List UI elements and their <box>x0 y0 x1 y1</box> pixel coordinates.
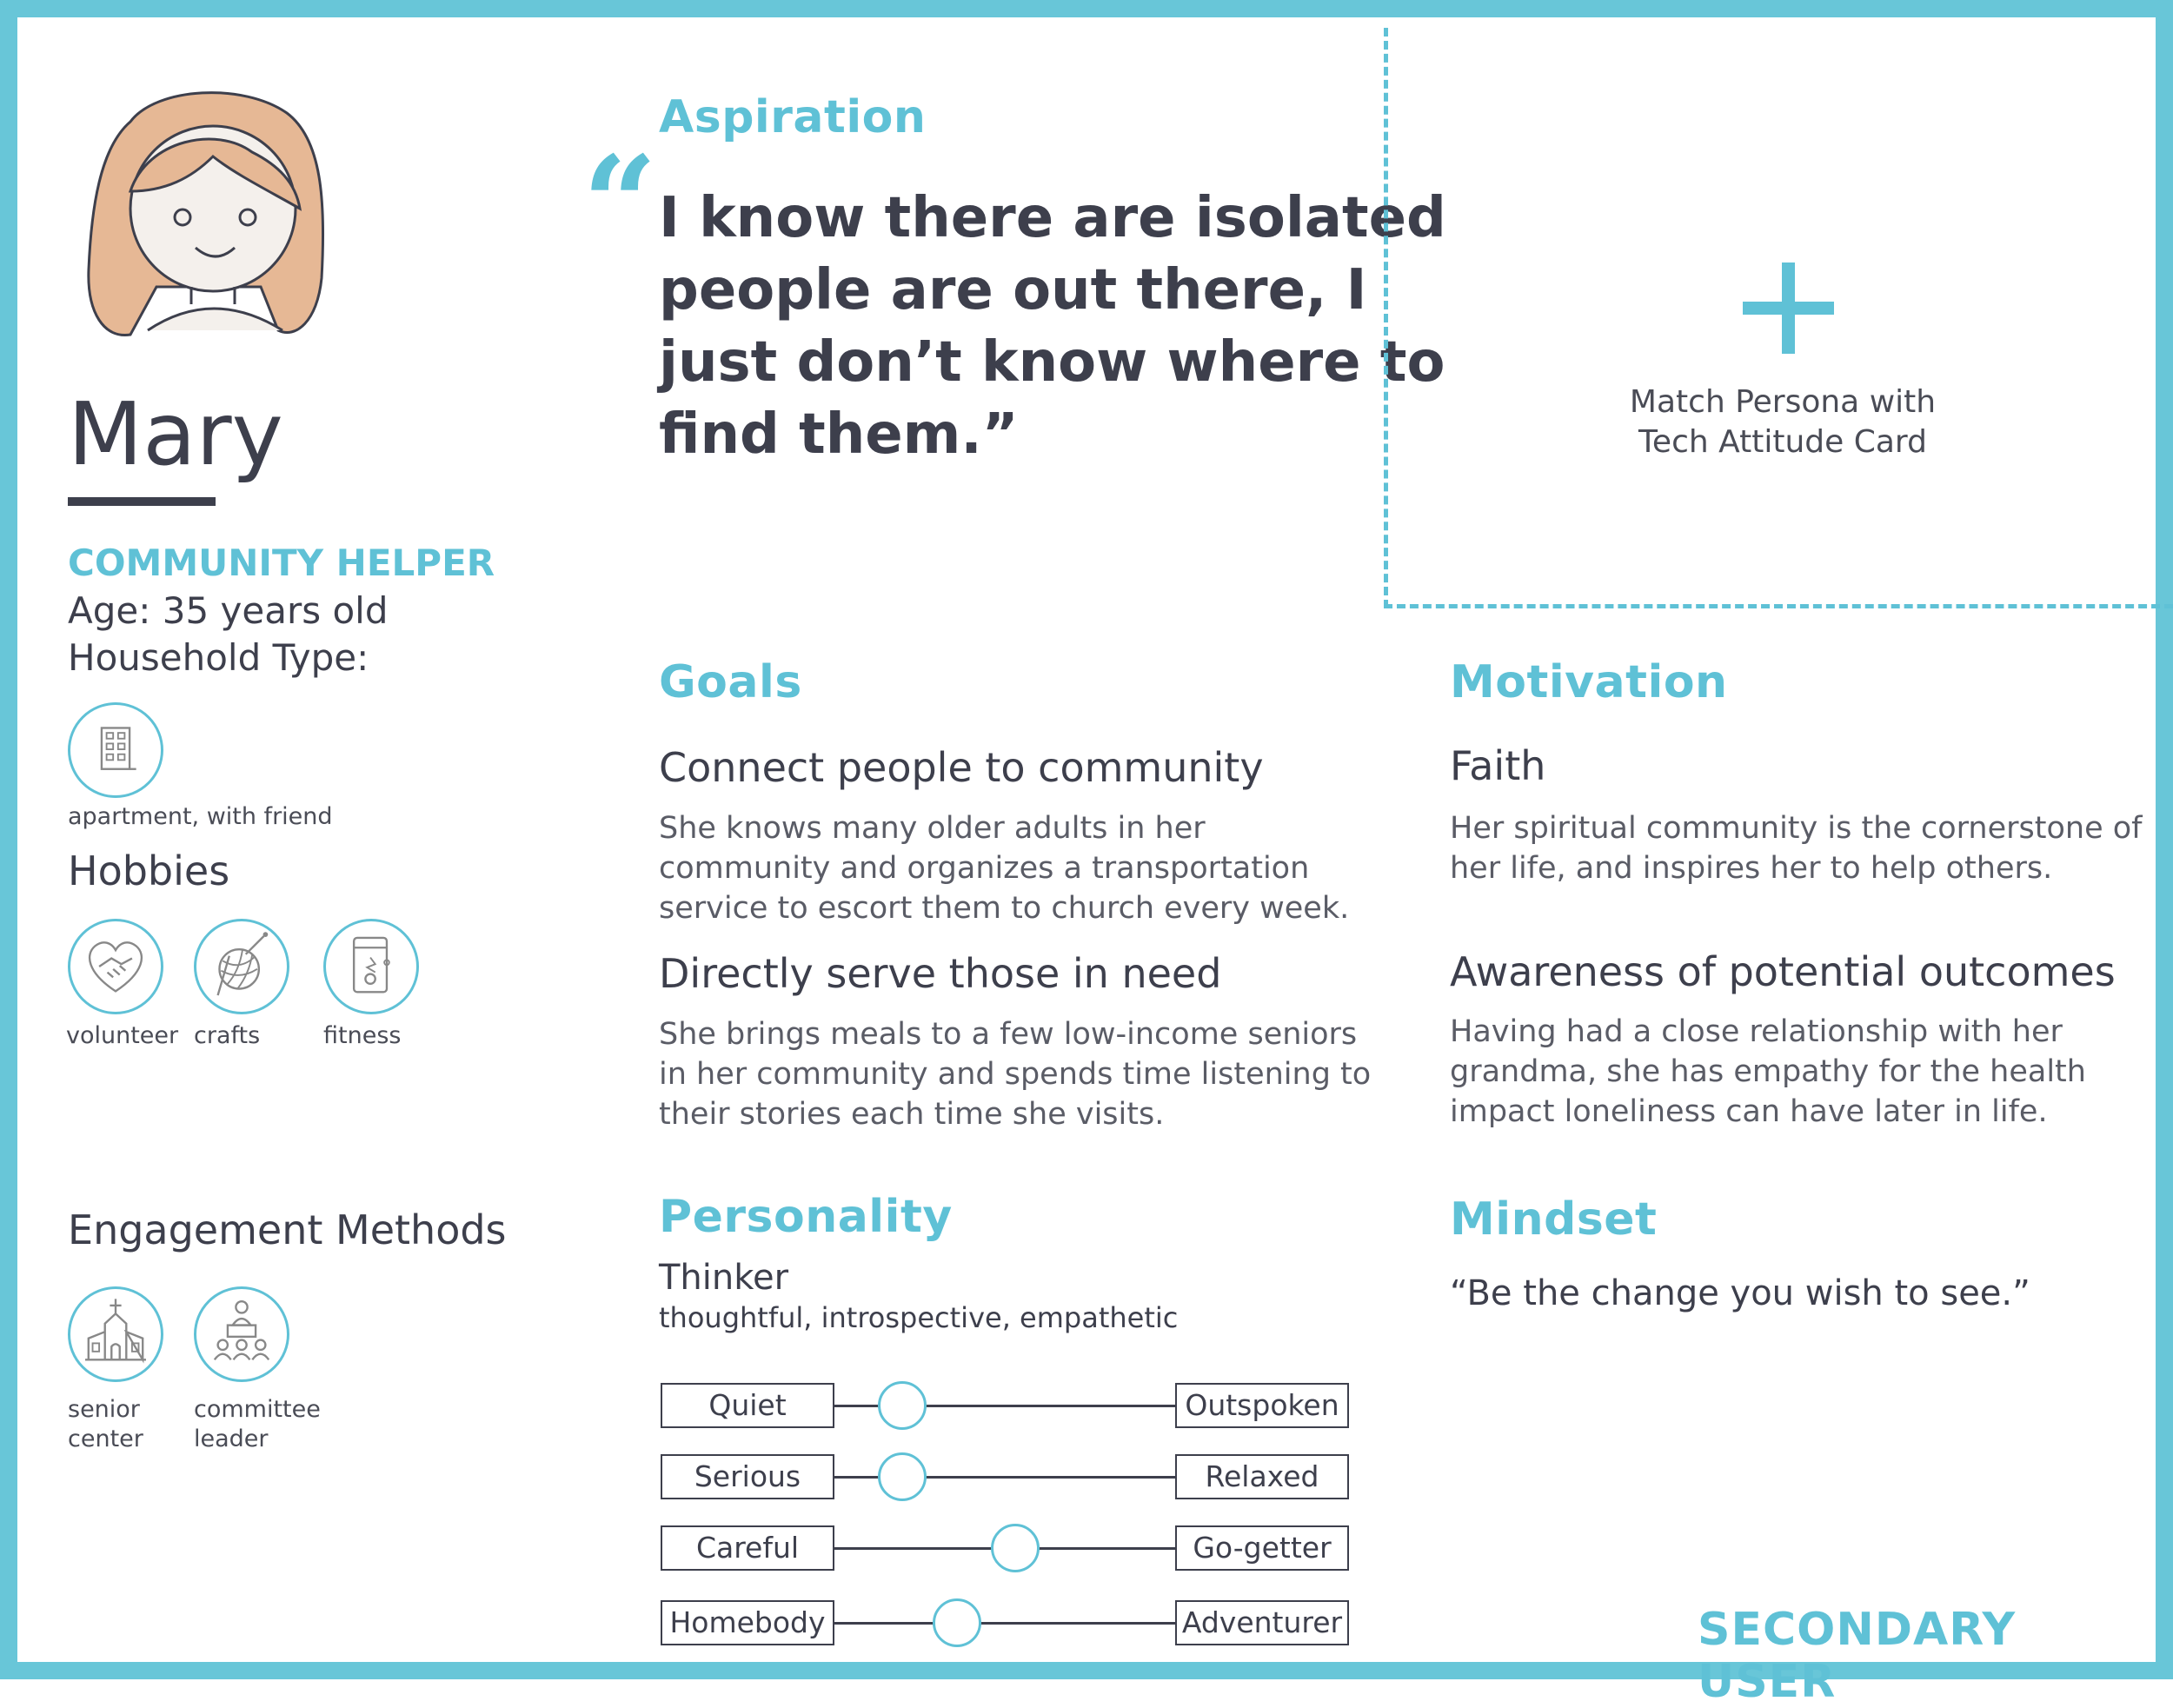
goal-heading-1: Connect people to community <box>659 744 1264 791</box>
hobbies-title: Hobbies <box>68 847 230 894</box>
engagement-label-senior-center-2: center <box>68 1426 143 1452</box>
slider-knob-2[interactable] <box>991 1524 1040 1572</box>
slider-knob-1[interactable] <box>878 1452 927 1501</box>
slider-knob-3[interactable] <box>933 1598 981 1647</box>
slider-track-3 <box>834 1622 1175 1625</box>
engagement-label-senior-center-1: senior <box>68 1396 140 1423</box>
aspiration-quote-line-2: people are out there, I <box>659 258 1367 322</box>
fitness-icon <box>323 919 419 1014</box>
household-value: apartment, with friend <box>68 803 333 830</box>
household-label: Household Type: <box>68 636 369 679</box>
persona-role: COMMUNITY HELPER <box>68 542 495 584</box>
mindset-title: Mindset <box>1450 1193 1658 1246</box>
personality-type: Thinker <box>659 1258 789 1298</box>
personality-title: Personality <box>659 1191 953 1243</box>
motivation-title: Motivation <box>1450 656 1728 708</box>
goals-title: Goals <box>659 656 802 708</box>
secondary-user-badge: SECONDARY USER <box>1698 1604 2017 1708</box>
persona-age: Age: 35 years old <box>68 589 389 632</box>
apartment-icon <box>68 702 163 798</box>
persona-name: Mary <box>68 383 283 485</box>
engagement-title: Engagement Methods <box>68 1206 507 1253</box>
trait-right-3: Adventurer <box>1175 1600 1349 1645</box>
slider-knob-0[interactable] <box>878 1381 927 1430</box>
motivation-body-2-line-2: grandma, she has empathy for the health <box>1450 1054 2086 1089</box>
goal-heading-2: Directly serve those in need <box>659 950 1222 997</box>
trait-left-3: Homebody <box>661 1600 834 1645</box>
aspiration-quote-line-1: I know there are isolated <box>659 186 1446 250</box>
engagement-label-committee-leader-2: leader <box>194 1426 269 1452</box>
goal-body-2-line-3: their stories each time she visits. <box>659 1097 1165 1132</box>
goal-body-1 <box>659 808 1349 928</box>
name-underline <box>68 497 216 506</box>
avatar-illustration <box>70 78 348 348</box>
motivation-body-2 <box>1450 1012 2086 1132</box>
handshake-heart-icon <box>68 919 163 1014</box>
match-persona-slot[interactable] <box>1384 28 2173 608</box>
trait-left-0: Quiet <box>661 1383 834 1428</box>
motivation-heading-2: Awareness of potential outcomes <box>1450 948 2116 995</box>
trait-right-0: Outspoken <box>1175 1383 1349 1428</box>
goal-body-1-line-2: community and organizes a transportation <box>659 851 1310 886</box>
aspiration-quote-line-3: just don’t know where to <box>659 330 1445 395</box>
trait-left-1: Serious <box>661 1454 834 1499</box>
motivation-body-2-line-3: impact loneliness can have later in life. <box>1450 1094 2048 1129</box>
goal-body-2-line-1: She brings meals to a few low-income seniors <box>659 1017 1358 1052</box>
hobby-label-volunteer: volunteer <box>66 1022 179 1049</box>
avatar <box>70 78 348 348</box>
aspiration-quote-line-4: find them.” <box>659 402 1019 467</box>
goal-body-2 <box>659 1014 1371 1134</box>
hobby-label-fitness: fitness <box>323 1022 402 1049</box>
motivation-body-2-line-1: Having had a close relationship with her <box>1450 1014 2063 1049</box>
motivation-body-1 <box>1450 808 2143 888</box>
motivation-heading-1: Faith <box>1450 742 1546 789</box>
trait-left-2: Careful <box>661 1525 834 1571</box>
yarn-ball-icon <box>194 919 289 1014</box>
church-icon <box>68 1286 163 1382</box>
mindset-quote: “Be the change you wish to see.” <box>1450 1273 2030 1313</box>
aspiration-quote <box>659 183 1446 471</box>
motivation-body-1-line-1: Her spiritual community is the cornerstone of <box>1450 811 2143 846</box>
goal-body-2-line-2: in her community and spends time listening to <box>659 1057 1372 1092</box>
match-card-line-2: Tech Attitude Card <box>1638 424 1927 460</box>
speaker-audience-icon <box>194 1286 289 1382</box>
hobby-label-crafts: crafts <box>194 1022 261 1049</box>
motivation-body-1-line-2: her life, and inspires her to help others. <box>1450 851 2053 886</box>
personality-traits: thoughtful, introspective, empathetic <box>659 1301 1179 1334</box>
aspiration-title: Aspiration <box>659 91 927 143</box>
trait-right-2: Go-getter <box>1175 1525 1349 1571</box>
quote-mark: “ <box>582 128 658 281</box>
engagement-label-committee-leader-1: committee <box>194 1396 321 1423</box>
match-card-line-1: Match Persona with <box>1629 384 1937 420</box>
goal-body-1-line-3: service to escort them to church every week. <box>659 891 1350 926</box>
add-icon[interactable] <box>1743 263 1834 354</box>
trait-right-1: Relaxed <box>1175 1454 1349 1499</box>
goal-body-1-line-1: She knows many older adults in her <box>659 811 1206 846</box>
